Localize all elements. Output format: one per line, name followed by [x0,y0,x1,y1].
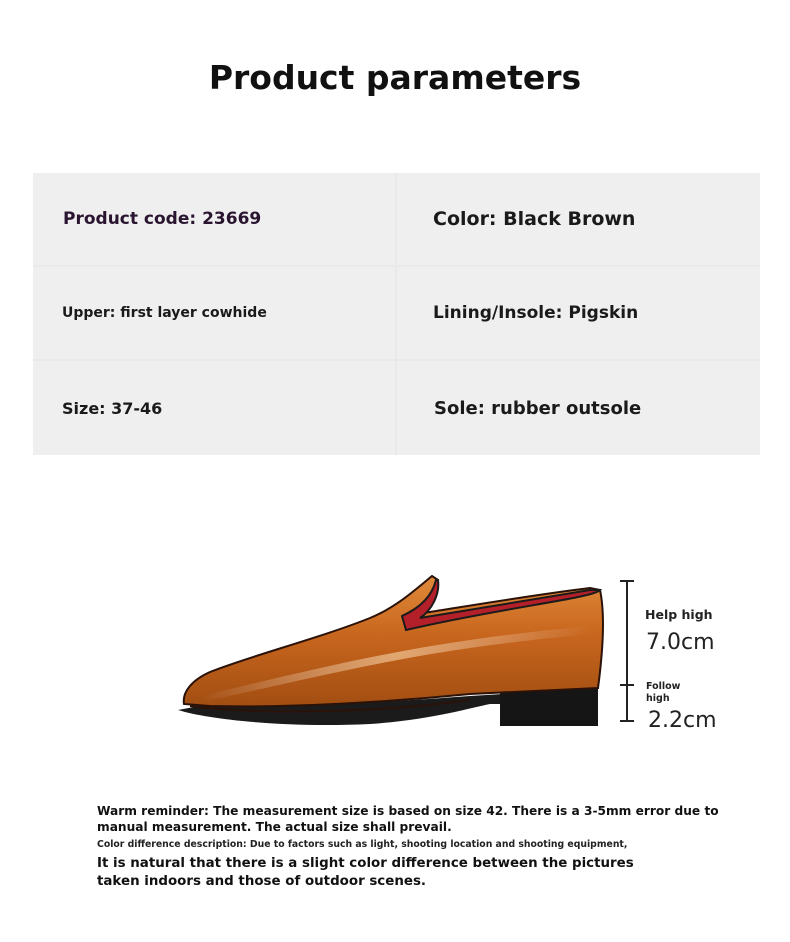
lining-text: Lining/Insole: Pigskin [433,303,639,323]
follow-high-label-line2: high [646,693,670,704]
measure-tick-mid [620,684,634,686]
measure-tick-top [620,580,634,582]
warm-reminder-text: Warm reminder: The measurement size is based on size 42. There is a 3-5mm error due to manual measurement. The actual size shall prevail. [97,804,719,834]
height-measure-line [626,580,628,722]
param-lining [397,267,760,359]
param-color [397,173,760,265]
help-high-label: Help high [645,607,713,622]
natural-difference-text: It is natural that there is a slight color difference between the pictures taken indoors and those of outdoor scenes. [97,856,634,889]
parameters-table [33,173,760,455]
param-upper [33,267,395,359]
follow-high-value: 2.2cm [648,708,717,733]
notes-section [97,803,757,891]
param-sole [397,361,760,455]
help-high-value: 7.0cm [646,630,715,655]
param-product-code [33,173,395,265]
upper-text: Upper: first layer cowhide [62,305,267,321]
color-text: Color: Black Brown [433,208,636,230]
color-difference-text: Color difference description: Due to factors such as light, shooting location and shooting equipment, [97,839,628,850]
sole-text: Sole: rubber outsole [434,397,642,419]
param-size [33,361,395,455]
follow-high-label-line1: Follow [646,681,681,692]
product-code-text: Product code: 23669 [63,209,262,229]
size-text: Size: 37-46 [62,398,163,418]
page-title: Product parameters [208,58,582,97]
shoe-image [170,568,610,743]
measure-tick-bottom [620,720,634,722]
